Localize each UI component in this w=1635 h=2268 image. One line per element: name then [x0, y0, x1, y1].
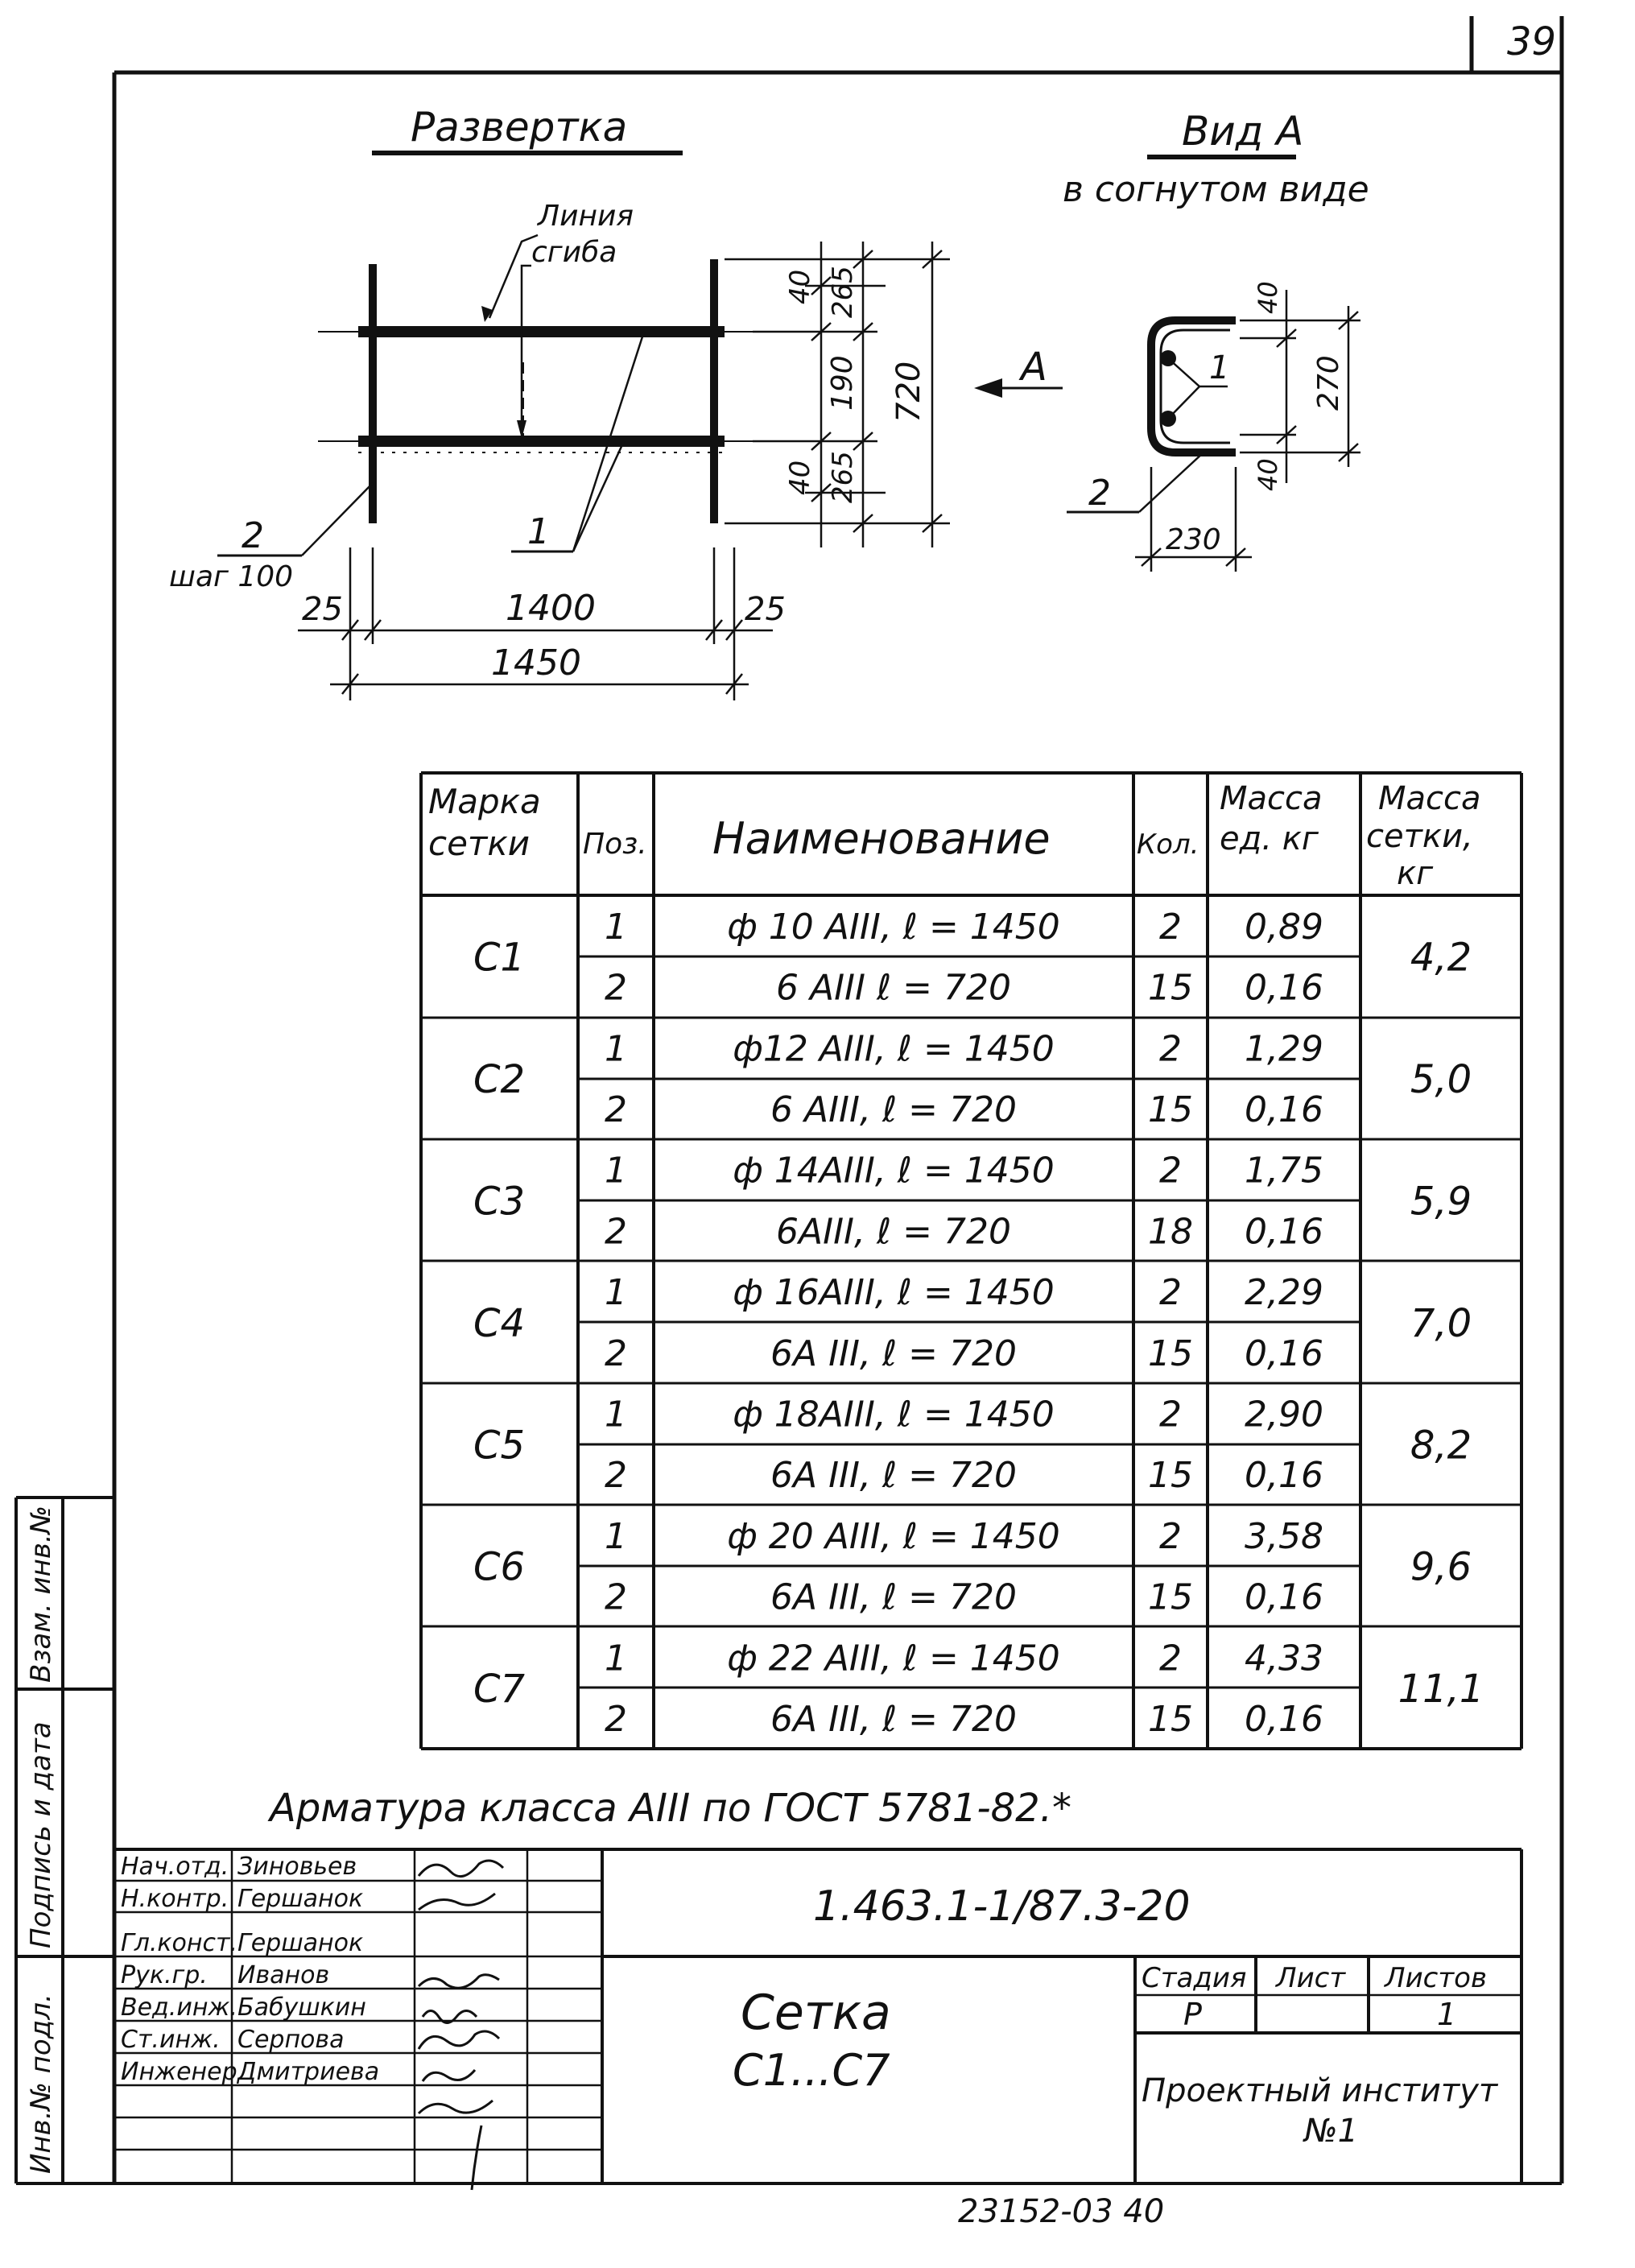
view-dim-230: 230: [1166, 523, 1221, 556]
sheet-number: 39: [1507, 19, 1557, 64]
steel-note: Арматура класса АIII по ГОСТ 5781-82.*: [270, 1786, 1071, 1831]
header-pos: Поз.: [583, 828, 647, 861]
row-name: 6 АIII, ℓ = 720: [770, 1089, 1017, 1130]
specification-table: [421, 773, 1521, 1749]
row-name: 6А III, ℓ = 720: [770, 1576, 1017, 1618]
signatures: [419, 1861, 503, 2190]
view-a: [974, 108, 1369, 572]
staff-role: Рук.гр.: [121, 1961, 208, 1989]
row-name: ф 20 АIII, ℓ = 1450: [727, 1515, 1060, 1557]
row-unit-mass: 1,75: [1245, 1150, 1323, 1192]
row-qty: 18: [1148, 1211, 1193, 1253]
row-qty: 15: [1148, 1576, 1193, 1618]
row-qty: 15: [1148, 967, 1193, 1009]
header-name: Наименование: [712, 813, 1051, 864]
row-qty: 15: [1148, 1698, 1193, 1740]
row-unit-mass: 0,16: [1245, 1698, 1323, 1740]
step-label: шаг 100: [169, 560, 294, 593]
staff-name: Дмитриева: [237, 2058, 380, 2086]
mesh-mark: С1: [473, 935, 526, 981]
mesh-mark: С3: [473, 1179, 526, 1225]
bend-line-label-2: сгиба: [531, 236, 617, 269]
drawing-name-line1: Сетка: [741, 1985, 891, 2041]
vid-a-title: Вид А: [1182, 108, 1304, 155]
pos1-label: 1: [527, 511, 550, 552]
row-name: ф 16АIII, ℓ = 1450: [733, 1272, 1055, 1314]
dim-265-bottom: 265: [827, 451, 859, 503]
header-unit-mass-1: Масса: [1220, 780, 1323, 817]
staff-list: [121, 1853, 379, 2086]
row-pos: 1: [605, 1150, 627, 1192]
row-unit-mass: 0,16: [1245, 1455, 1323, 1497]
header-mark-1: Марка: [428, 782, 541, 821]
row-qty: 2: [1159, 906, 1182, 948]
row-qty: 2: [1159, 1515, 1182, 1557]
bend-line-label-1: Линия: [538, 200, 634, 233]
dim-25-left: 25: [302, 591, 343, 628]
mesh-mark: С7: [473, 1667, 526, 1712]
row-pos: 1: [605, 906, 627, 948]
staff-role: Инженер: [121, 2058, 237, 2086]
staff-name: Серпова: [237, 2026, 345, 2054]
row-qty: 15: [1148, 1332, 1193, 1374]
mesh-mark: С6: [473, 1544, 526, 1590]
row-qty: 2: [1159, 1028, 1182, 1070]
header-mesh-mass-3: кг: [1397, 855, 1434, 892]
org-line2: №1: [1304, 2113, 1359, 2150]
row-name: 6А III, ℓ = 720: [770, 1455, 1017, 1497]
header-mark-2: сетки: [428, 824, 531, 863]
row-pos: 2: [605, 1455, 627, 1497]
mesh-mass: 7,0: [1410, 1300, 1472, 1346]
razvertka-view: [169, 104, 950, 700]
mesh-mark: С5: [473, 1423, 526, 1469]
vid-a-subtitle: в согнутом виде: [1063, 169, 1369, 210]
row-unit-mass: 0,16: [1245, 967, 1323, 1009]
staff-role: Нач.отд.: [121, 1853, 229, 1881]
sheets-value: 1: [1437, 1997, 1457, 2032]
row-pos: 1: [605, 1394, 627, 1436]
row-name: ф 18АIII, ℓ = 1450: [733, 1394, 1055, 1436]
title-block: [114, 1849, 1521, 2190]
mesh-mass: 8,2: [1410, 1423, 1472, 1469]
dim-25-right: 25: [745, 591, 786, 628]
row-pos: 1: [605, 1515, 627, 1557]
row-qty: 15: [1148, 1455, 1193, 1497]
row-unit-mass: 0,16: [1245, 1211, 1323, 1253]
staff-role: Вед.инж.: [121, 1993, 237, 2022]
mesh-mass: 4,2: [1410, 935, 1472, 981]
view-pos1-label: 1: [1209, 349, 1230, 386]
razvertka-title: Развертка: [411, 104, 628, 151]
drawing-name-line2: С1...С7: [733, 2045, 890, 2096]
row-pos: 2: [605, 1211, 627, 1253]
dim-265-top: 265: [827, 266, 859, 318]
staff-role: Гл.конст.: [121, 1929, 238, 1957]
header-qty: Кол.: [1137, 828, 1199, 861]
footer-code: 23152-03 40: [958, 2193, 1165, 2230]
dim-1450: 1450: [491, 642, 581, 684]
row-pos: 2: [605, 967, 627, 1009]
staff-role: Н.контр.: [121, 1885, 229, 1913]
staff-name: Бабушкин: [237, 1993, 366, 2022]
mesh-mass: 11,1: [1398, 1667, 1484, 1712]
row-unit-mass: 3,58: [1245, 1515, 1323, 1557]
view-pos2-label: 2: [1088, 473, 1111, 514]
row-name: ф12 АIII, ℓ = 1450: [733, 1028, 1055, 1070]
row-name: ф 22 АIII, ℓ = 1450: [727, 1638, 1060, 1679]
row-unit-mass: 0,16: [1245, 1576, 1323, 1618]
row-pos: 2: [605, 1089, 627, 1130]
row-pos: 2: [605, 1698, 627, 1740]
row-unit-mass: 0,89: [1245, 906, 1323, 948]
dim-40-top: 40: [784, 269, 816, 304]
mesh-mark: С4: [473, 1300, 526, 1346]
row-name: ф 10 АIII, ℓ = 1450: [727, 906, 1060, 948]
row-name: 6 АIII ℓ = 720: [776, 967, 1011, 1009]
view-dim-40-top: 40: [1253, 281, 1283, 314]
stage-header: Стадия: [1142, 1962, 1247, 1994]
row-qty: 2: [1159, 1150, 1182, 1192]
staff-name: Гершанок: [237, 1885, 364, 1913]
header-mesh-mass-2: сетки,: [1366, 818, 1473, 855]
mesh-mass: 5,9: [1410, 1179, 1472, 1225]
row-qty: 2: [1159, 1272, 1182, 1314]
row-unit-mass: 1,29: [1245, 1028, 1323, 1070]
row-pos: 2: [605, 1576, 627, 1618]
dim-190: 190: [826, 355, 859, 411]
view-dim-40-bottom: 40: [1253, 458, 1283, 491]
row-pos: 1: [605, 1272, 627, 1314]
row-qty: 15: [1148, 1089, 1193, 1130]
row-name: 6А III, ℓ = 720: [770, 1698, 1017, 1740]
row-name: 6А III, ℓ = 720: [770, 1332, 1017, 1374]
mesh-mark: С2: [473, 1057, 526, 1103]
header-mesh-mass-1: Масса: [1378, 780, 1481, 817]
doc-code: 1.463.1-1/87.3-20: [813, 1882, 1191, 1931]
arrow-a-label: А: [1021, 345, 1047, 390]
org-line1: Проектный институт: [1142, 2072, 1498, 2109]
mesh-mass: 9,6: [1410, 1544, 1472, 1590]
row-qty: 2: [1159, 1394, 1182, 1436]
row-name: 6АIII, ℓ = 720: [776, 1211, 1011, 1253]
row-unit-mass: 0,16: [1245, 1332, 1323, 1374]
stage-value: Р: [1183, 1997, 1202, 2032]
dim-1400: 1400: [506, 588, 596, 629]
row-unit-mass: 4,33: [1245, 1638, 1323, 1679]
row-unit-mass: 0,16: [1245, 1089, 1323, 1130]
view-dim-270: 270: [1312, 355, 1345, 411]
stamp-vzam-inv: Взам. инв.№: [25, 1505, 57, 1683]
row-qty: 2: [1159, 1638, 1182, 1679]
staff-role: Ст.инж.: [121, 2026, 221, 2054]
stamp-podpis-data: Подпись и дата: [25, 1721, 57, 1948]
sheets-header: Листов: [1385, 1962, 1488, 1994]
pos2-label: 2: [242, 515, 264, 556]
row-unit-mass: 2,29: [1245, 1272, 1323, 1314]
row-pos: 1: [605, 1638, 627, 1679]
staff-name: Гершанок: [237, 1929, 364, 1957]
mesh-mass: 5,0: [1410, 1057, 1472, 1103]
side-stamp: [16, 1498, 114, 2183]
row-pos: 1: [605, 1028, 627, 1070]
stamp-inv-podl: Инв.№ подл.: [25, 1993, 57, 2174]
dim-720: 720: [890, 361, 927, 423]
staff-name: Зиновьев: [237, 1853, 357, 1881]
staff-name: Иванов: [237, 1961, 330, 1989]
row-unit-mass: 2,90: [1245, 1394, 1323, 1436]
row-pos: 2: [605, 1332, 627, 1374]
sheet-header: Лист: [1276, 1962, 1346, 1994]
header-unit-mass-2: ед. кг: [1220, 820, 1319, 857]
dim-40-bottom: 40: [784, 460, 816, 495]
row-name: ф 14АIII, ℓ = 1450: [733, 1150, 1055, 1192]
